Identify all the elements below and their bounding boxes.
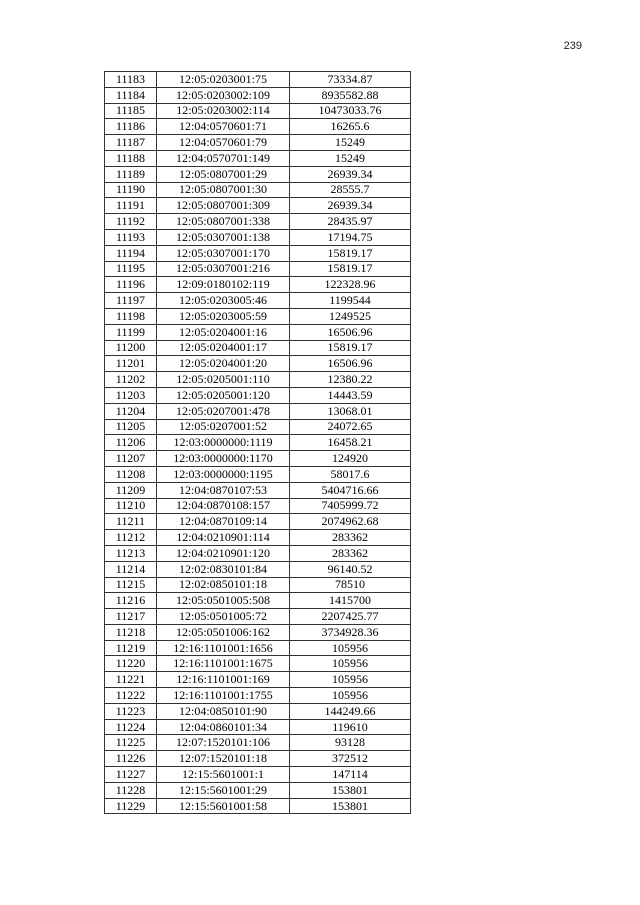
cadastral-number-cell: 12:05:0207001:478 — [157, 403, 290, 419]
value-cell: 15819.17 — [290, 261, 411, 277]
value-cell: 2074962.68 — [290, 514, 411, 530]
table-row — [105, 372, 411, 388]
cadastral-number-cell: 12:16:1101001:169 — [157, 672, 290, 688]
row-number-cell: 11202 — [105, 372, 157, 388]
row-number-cell: 11191 — [105, 198, 157, 214]
table-row — [105, 261, 411, 277]
value-cell: 2207425.77 — [290, 609, 411, 625]
row-number-cell: 11219 — [105, 640, 157, 656]
value-cell: 96140.52 — [290, 561, 411, 577]
row-number-cell: 11222 — [105, 688, 157, 704]
table-row — [105, 498, 411, 514]
cadastral-number-cell: 12:04:0850101:90 — [157, 703, 290, 719]
value-cell: 105956 — [290, 672, 411, 688]
table-row — [105, 656, 411, 672]
value-cell: 16506.96 — [290, 324, 411, 340]
cadastral-number-cell: 12:05:0807001:30 — [157, 182, 290, 198]
table-row — [105, 150, 411, 166]
table-row — [105, 387, 411, 403]
row-number-cell: 11223 — [105, 703, 157, 719]
value-cell: 28555.7 — [290, 182, 411, 198]
value-cell: 93128 — [290, 735, 411, 751]
row-number-cell: 11195 — [105, 261, 157, 277]
cadastral-number-cell: 12:15:5601001:58 — [157, 798, 290, 814]
row-number-cell: 11225 — [105, 735, 157, 751]
cadastral-number-cell: 12:05:0807001:338 — [157, 214, 290, 230]
row-number-cell: 11192 — [105, 214, 157, 230]
row-number-cell: 11210 — [105, 498, 157, 514]
cadastral-number-cell: 12:05:0807001:29 — [157, 166, 290, 182]
row-number-cell: 11185 — [105, 103, 157, 119]
table-row — [105, 735, 411, 751]
row-number-cell: 11216 — [105, 593, 157, 609]
row-number-cell: 11187 — [105, 135, 157, 151]
table-row — [105, 593, 411, 609]
cadastral-number-cell: 12:04:0570601:71 — [157, 119, 290, 135]
cadastral-number-cell: 12:07:1520101:106 — [157, 735, 290, 751]
table-row — [105, 672, 411, 688]
value-cell: 10473033.76 — [290, 103, 411, 119]
cadastral-number-cell: 12:05:0204001:17 — [157, 340, 290, 356]
table-row — [105, 119, 411, 135]
row-number-cell: 11224 — [105, 719, 157, 735]
value-cell: 26939.34 — [290, 166, 411, 182]
cadastral-number-cell: 12:16:1101001:1755 — [157, 688, 290, 704]
table-row — [105, 356, 411, 372]
value-cell: 124920 — [290, 451, 411, 467]
table-row — [105, 561, 411, 577]
value-cell: 13068.01 — [290, 403, 411, 419]
row-number-cell: 11184 — [105, 87, 157, 103]
row-number-cell: 11189 — [105, 166, 157, 182]
table-row — [105, 72, 411, 88]
value-cell: 144249.66 — [290, 703, 411, 719]
cadastral-number-cell: 12:05:0203001:75 — [157, 72, 290, 88]
table-row — [105, 767, 411, 783]
table-row — [105, 324, 411, 340]
table-row — [105, 293, 411, 309]
row-number-cell: 11197 — [105, 293, 157, 309]
value-cell: 283362 — [290, 545, 411, 561]
cadastral-number-cell: 12:16:1101001:1675 — [157, 656, 290, 672]
row-number-cell: 11198 — [105, 308, 157, 324]
row-number-cell: 11186 — [105, 119, 157, 135]
row-number-cell: 11208 — [105, 466, 157, 482]
table-row — [105, 688, 411, 704]
row-number-cell: 11214 — [105, 561, 157, 577]
table-row — [105, 103, 411, 119]
cadastral-number-cell: 12:04:0210901:120 — [157, 545, 290, 561]
table-row — [105, 419, 411, 435]
row-number-cell: 11201 — [105, 356, 157, 372]
table-row — [105, 435, 411, 451]
value-cell: 7405999.72 — [290, 498, 411, 514]
cadastral-number-cell: 12:05:0207001:52 — [157, 419, 290, 435]
cadastral-number-cell: 12:03:0000000:1195 — [157, 466, 290, 482]
table-row — [105, 166, 411, 182]
cadastral-number-cell: 12:02:0830101:84 — [157, 561, 290, 577]
table-row — [105, 703, 411, 719]
table-row — [105, 214, 411, 230]
table-row — [105, 182, 411, 198]
data-table — [104, 71, 411, 814]
value-cell: 14443.59 — [290, 387, 411, 403]
cadastral-number-cell: 12:07:1520101:18 — [157, 751, 290, 767]
row-number-cell: 11203 — [105, 387, 157, 403]
value-cell: 15249 — [290, 135, 411, 151]
value-cell: 8935582.88 — [290, 87, 411, 103]
table-row — [105, 403, 411, 419]
cadastral-number-cell: 12:04:0570601:79 — [157, 135, 290, 151]
page-number: 239 — [563, 40, 582, 52]
row-number-cell: 11220 — [105, 656, 157, 672]
value-cell: 105956 — [290, 688, 411, 704]
table-row — [105, 466, 411, 482]
cadastral-number-cell: 12:05:0501005:72 — [157, 609, 290, 625]
table-row — [105, 609, 411, 625]
cadastral-number-cell: 12:04:0870109:14 — [157, 514, 290, 530]
cadastral-number-cell: 12:04:0210901:114 — [157, 530, 290, 546]
value-cell: 58017.6 — [290, 466, 411, 482]
cadastral-number-cell: 12:05:0203005:46 — [157, 293, 290, 309]
row-number-cell: 11199 — [105, 324, 157, 340]
value-cell: 1199544 — [290, 293, 411, 309]
table-row — [105, 451, 411, 467]
cadastral-number-cell: 12:05:0204001:20 — [157, 356, 290, 372]
table-body — [105, 72, 411, 814]
cadastral-number-cell: 12:16:1101001:1656 — [157, 640, 290, 656]
cadastral-number-cell: 12:15:5601001:29 — [157, 782, 290, 798]
row-number-cell: 11193 — [105, 229, 157, 245]
row-number-cell: 11209 — [105, 482, 157, 498]
cadastral-number-cell: 12:02:0850101:18 — [157, 577, 290, 593]
table-row — [105, 782, 411, 798]
cadastral-number-cell: 12:05:0307001:216 — [157, 261, 290, 277]
row-number-cell: 11196 — [105, 277, 157, 293]
table-row — [105, 719, 411, 735]
table-row — [105, 482, 411, 498]
value-cell: 16265.6 — [290, 119, 411, 135]
row-number-cell: 11204 — [105, 403, 157, 419]
value-cell: 28435.97 — [290, 214, 411, 230]
table-row — [105, 135, 411, 151]
row-number-cell: 11226 — [105, 751, 157, 767]
row-number-cell: 11207 — [105, 451, 157, 467]
cadastral-number-cell: 12:09:0180102:119 — [157, 277, 290, 293]
cadastral-number-cell: 12:03:0000000:1119 — [157, 435, 290, 451]
value-cell: 73334.87 — [290, 72, 411, 88]
value-cell: 15249 — [290, 150, 411, 166]
value-cell: 26939.34 — [290, 198, 411, 214]
cadastral-number-cell: 12:04:0870107:53 — [157, 482, 290, 498]
value-cell: 17194.75 — [290, 229, 411, 245]
row-number-cell: 11217 — [105, 609, 157, 625]
table-row — [105, 577, 411, 593]
value-cell: 153801 — [290, 798, 411, 814]
table-row — [105, 277, 411, 293]
row-number-cell: 11215 — [105, 577, 157, 593]
row-number-cell: 11212 — [105, 530, 157, 546]
value-cell: 16506.96 — [290, 356, 411, 372]
row-number-cell: 11228 — [105, 782, 157, 798]
value-cell: 372512 — [290, 751, 411, 767]
row-number-cell: 11205 — [105, 419, 157, 435]
table-row — [105, 751, 411, 767]
row-number-cell: 11221 — [105, 672, 157, 688]
row-number-cell: 11206 — [105, 435, 157, 451]
cadastral-number-cell: 12:04:0870108:157 — [157, 498, 290, 514]
value-cell: 3734928.36 — [290, 624, 411, 640]
value-cell: 105956 — [290, 656, 411, 672]
cadastral-number-cell: 12:15:5601001:1 — [157, 767, 290, 783]
row-number-cell: 11227 — [105, 767, 157, 783]
table-row — [105, 514, 411, 530]
value-cell: 105956 — [290, 640, 411, 656]
value-cell: 1415700 — [290, 593, 411, 609]
row-number-cell: 11183 — [105, 72, 157, 88]
table-row — [105, 798, 411, 814]
value-cell: 283362 — [290, 530, 411, 546]
value-cell: 78510 — [290, 577, 411, 593]
cadastral-number-cell: 12:05:0807001:309 — [157, 198, 290, 214]
value-cell: 16458.21 — [290, 435, 411, 451]
cadastral-number-cell: 12:03:0000000:1170 — [157, 451, 290, 467]
cadastral-number-cell: 12:05:0205001:110 — [157, 372, 290, 388]
table-row — [105, 229, 411, 245]
row-number-cell: 11211 — [105, 514, 157, 530]
cadastral-number-cell: 12:05:0501005:508 — [157, 593, 290, 609]
table-row — [105, 624, 411, 640]
value-cell: 5404716.66 — [290, 482, 411, 498]
table-row — [105, 545, 411, 561]
table-row — [105, 198, 411, 214]
cadastral-number-cell: 12:05:0307001:170 — [157, 245, 290, 261]
cadastral-number-cell: 12:05:0204001:16 — [157, 324, 290, 340]
table-row — [105, 87, 411, 103]
table-row — [105, 308, 411, 324]
row-number-cell: 11190 — [105, 182, 157, 198]
row-number-cell: 11188 — [105, 150, 157, 166]
table-row — [105, 530, 411, 546]
table-row — [105, 640, 411, 656]
table-row — [105, 340, 411, 356]
row-number-cell: 11218 — [105, 624, 157, 640]
value-cell: 122328.96 — [290, 277, 411, 293]
cadastral-number-cell: 12:04:0860101:34 — [157, 719, 290, 735]
row-number-cell: 11200 — [105, 340, 157, 356]
value-cell: 119610 — [290, 719, 411, 735]
value-cell: 15819.17 — [290, 340, 411, 356]
cadastral-number-cell: 12:05:0203002:114 — [157, 103, 290, 119]
cadastral-number-cell: 12:05:0307001:138 — [157, 229, 290, 245]
cadastral-number-cell: 12:05:0203002:109 — [157, 87, 290, 103]
value-cell: 24072.65 — [290, 419, 411, 435]
value-cell: 153801 — [290, 782, 411, 798]
table-row — [105, 245, 411, 261]
row-number-cell: 11229 — [105, 798, 157, 814]
cadastral-number-cell: 12:05:0203005:59 — [157, 308, 290, 324]
cadastral-number-cell: 12:05:0205001:120 — [157, 387, 290, 403]
cadastral-number-cell: 12:04:0570701:149 — [157, 150, 290, 166]
value-cell: 147114 — [290, 767, 411, 783]
value-cell: 15819.17 — [290, 245, 411, 261]
row-number-cell: 11213 — [105, 545, 157, 561]
cadastral-number-cell: 12:05:0501006:162 — [157, 624, 290, 640]
row-number-cell: 11194 — [105, 245, 157, 261]
value-cell: 12380.22 — [290, 372, 411, 388]
value-cell: 1249525 — [290, 308, 411, 324]
